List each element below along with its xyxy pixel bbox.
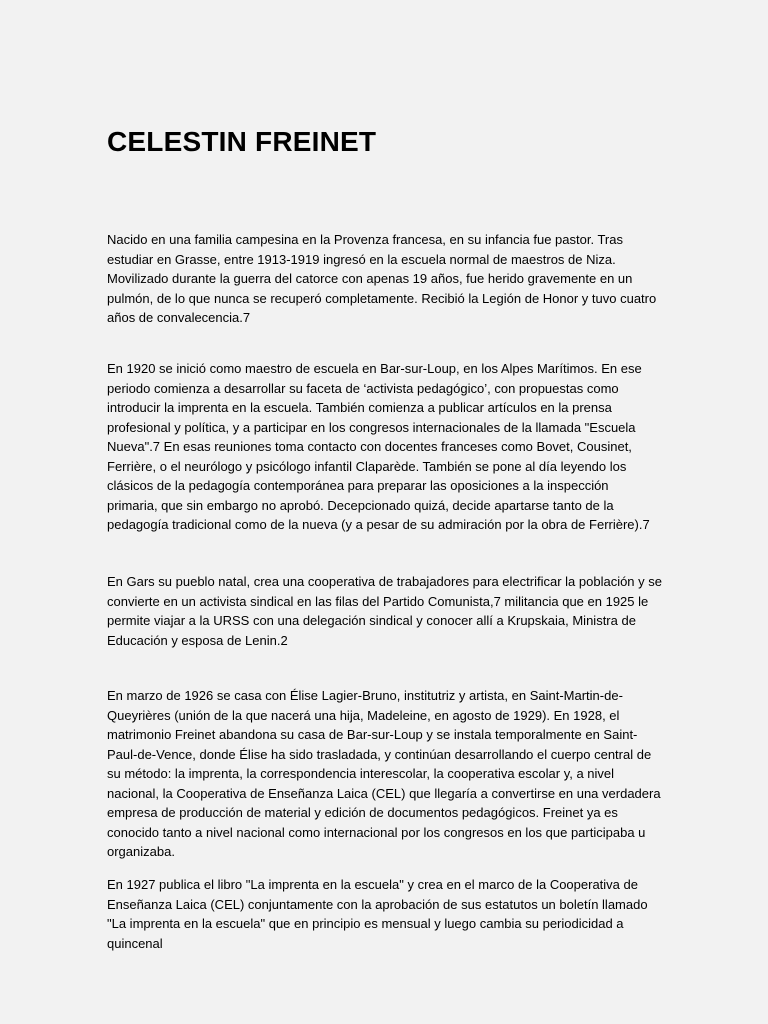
paragraph-early-life: Nacido en una familia campesina en la Provenza francesa, en su infancia fue pastor. Tras estudiar en Grasse, entre 1913-1919 ingresó en la escuela normal de maestros de Niza. Movilizado durante la guerra del catorce con apenas 19 años, fue herido gravemente en un pulmón, de lo que nunca se recuperó completamente. Recibió la Legión de Honor y tuvo cuatro años de convalecencia.7: [107, 232, 657, 325]
paragraph-marriage-method: En marzo de 1926 se casa con Élise Lagier-Bruno, institutriz y artista, en Saint-Martin-de-Queyrières (unión de la que nacerá una hija, Madeleine, en agosto de 1929). En 1928, el matrimonio Freinet abandona su casa de Bar-sur-Loup y se instala temporalmente en Saint-Paul-de-Vence, donde Élise ha sido trasladada, y continúan desarrollando el cuerpo central de su método: la imprenta, la correspondencia interescolar, la cooperativa escolar y, a nivel nacional, la Cooperativa de Enseñanza Laica (CEL) que llegaría a convertirse en una verdadera empresa de producción de material y edición de documentos pedagógicos. Freinet ya es conocido tanto a nivel nacional como internacional por los congresos en los que participaba u organizaba.: [107, 688, 661, 859]
page-title: CELESTIN FREINET: [107, 126, 377, 157]
paragraph-publication: En 1927 publica el libro "La imprenta en la escuela" y crea en el marco de la Cooperativa de Enseñanza Laica (CEL) conjuntamente con la aprobación de sus estatutos un boletín llamado "La imprenta en la escuela" que en principio es mensual y luego cambia su periodicidad a quincenal: [107, 877, 648, 951]
paragraph-cooperative-activism: En Gars su pueblo natal, crea una cooperativa de trabajadores para electrificar la población y se convierte en un activista sindical en las filas del Partido Comunista,7 militancia que en 1925 le permite viajar a la URSS con una delegación sindical y conocer allí a Krupskaia, Ministra de Educación y esposa de Lenin.2: [107, 574, 662, 648]
paragraph-teaching-career: En 1920 se inició como maestro de escuela en Bar-sur-Loup, en los Alpes Marítimos. En ese periodo comienza a desarrollar su faceta de ‘activista pedagógico’, con propuestas como introducir la imprenta en la escuela. También comienza a publicar artículos en la prensa profesional y política, y a participar en los congresos internacionales de la llamada "Escuela Nueva".7 En esas reuniones toma contacto con docentes franceses como Bovet, Cousinet, Ferrière, o el neurólogo y psicólogo infantil Claparède. También se pone al día leyendo los clásicos de la pedagogía contemporánea para preparar las oposiciones a la inspección primaria, que sin embargo no aprobó. Decepcionado quizá, decide apartarse tanto de la pedagogía tradicional como de la nueva (y a pesar de su admiración por la obra de Ferrière).7: [107, 361, 650, 532]
